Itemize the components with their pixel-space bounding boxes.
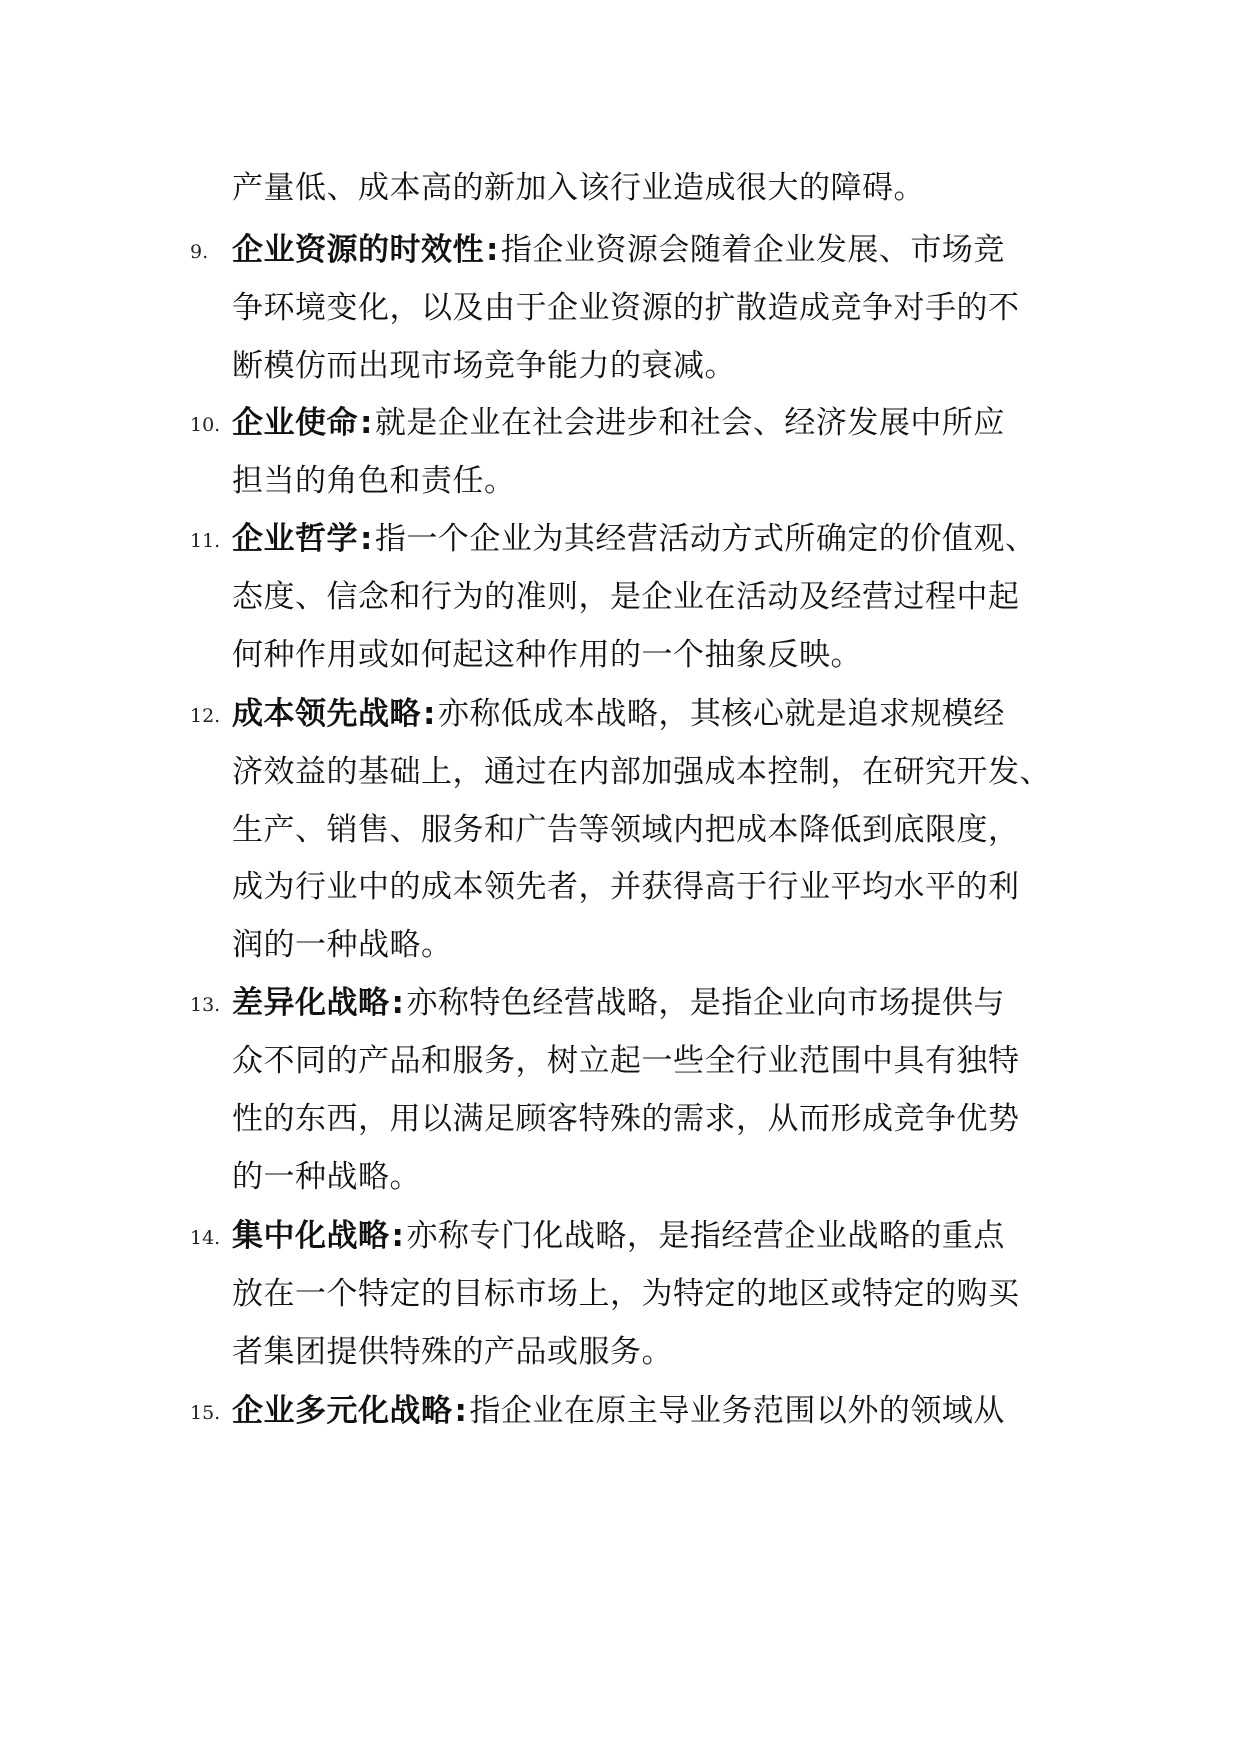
definition-item-12: [232, 694, 1005, 734]
definition-line: 润的一种战略。: [232, 927, 453, 963]
definition-item-9: [232, 230, 1005, 270]
item-number-13: 13.: [190, 994, 221, 1016]
definition-item-14: [232, 1216, 1005, 1256]
term: 差异化战略: [232, 985, 390, 1021]
item-number-14: 14.: [190, 1227, 221, 1249]
item-number-12: 12.: [190, 705, 221, 727]
item-number-9: 9.: [190, 241, 209, 263]
definition-item-15: [232, 1391, 1005, 1431]
definition-line: 态度、信念和行为的准则，是企业在活动及经营过程中起: [232, 579, 1020, 615]
colon: :: [391, 985, 405, 1021]
definition-line: 众不同的产品和服务，树立起一些全行业范围中具有独特: [232, 1043, 1020, 1079]
item-number-15: 15.: [190, 1402, 221, 1424]
definition-item-13: [232, 983, 1005, 1023]
definition-text: 亦称低成本战略，其核心就是追求规模经: [437, 696, 1005, 732]
colon: :: [486, 232, 499, 268]
term: 企业使命: [232, 405, 358, 441]
term: 成本领先战略: [232, 696, 421, 732]
definition-line: 的一种战略。: [232, 1159, 421, 1195]
definition-item-11: [232, 519, 1036, 559]
definition-text: 指企业资源会随着企业发展、市场竞: [500, 232, 1005, 268]
definition-text: 亦称专门化战略，是指经营企业战略的重点: [406, 1218, 1005, 1254]
definition-line: 济效益的基础上，通过在内部加强成本控制，在研究开发、: [232, 754, 1051, 790]
colon: :: [391, 1218, 405, 1254]
colon: :: [360, 405, 373, 441]
definition-text: 亦称特色经营战略，是指企业向市场提供与: [406, 985, 1005, 1021]
colon: :: [423, 696, 436, 732]
term: 企业哲学: [232, 521, 358, 557]
definition-text: 指企业在原主导业务范围以外的领域从: [469, 1393, 1005, 1429]
definition-line: 生产、销售、服务和广告等领域内把成本降低到底限度，: [232, 812, 1020, 848]
definition-line: 性的东西，用以满足顾客特殊的需求，从而形成竞争优势: [232, 1101, 1020, 1137]
definition-line: 争环境变化，以及由于企业资源的扩散造成竞争对手的不: [232, 290, 1020, 326]
definition-line: 者集团提供特殊的产品或服务。: [232, 1334, 673, 1370]
definition-line: 担当的角色和责任。: [232, 463, 516, 499]
colon: :: [454, 1393, 468, 1429]
item-number-10: 10.: [190, 414, 221, 436]
definition-line: 何种作用或如何起这种作用的一个抽象反映。: [232, 637, 862, 673]
term: 企业多元化战略: [232, 1393, 453, 1429]
continuation-line: 产量低、成本高的新加入该行业造成很大的障碍。: [232, 170, 925, 206]
definition-item-10: [232, 403, 1005, 443]
definition-line: 成为行业中的成本领先者，并获得高于行业平均水平的利: [232, 869, 1020, 905]
definition-text: 指一个企业为其经营活动方式所确定的价值观、: [374, 521, 1037, 557]
definition-line: 放在一个特定的目标市场上，为特定的地区或特定的购买: [232, 1276, 1020, 1312]
term: 集中化战略: [232, 1218, 390, 1254]
item-number-11: 11.: [190, 530, 221, 552]
definition-text: 就是企业在社会进步和社会、经济发展中所应: [374, 405, 1005, 441]
term: 企业资源的时效性: [232, 232, 484, 268]
definition-line: 断模仿而出现市场竞争能力的衰减。: [232, 348, 736, 384]
colon: :: [360, 521, 373, 557]
